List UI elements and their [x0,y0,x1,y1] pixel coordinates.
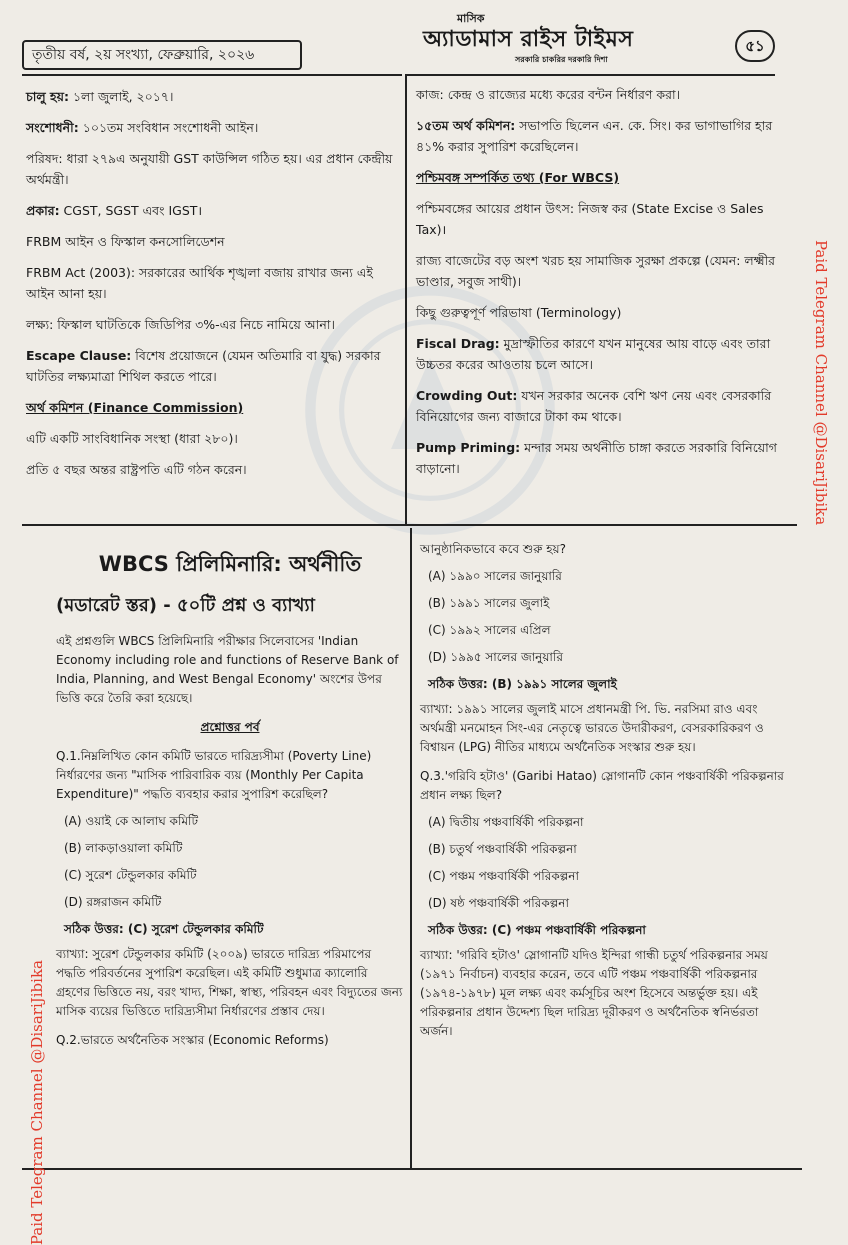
para: Fiscal Drag: মুদ্রাস্ফীতির কারণে যখন মানুষের আয় বাড়ে এবং তারা উচ্চতর করের আওতায় চলে আসে। [416,336,771,372]
q1-option-c: (C) সুরেশ টেন্ডুলকার কমিটি [64,868,197,882]
q3-option-d: (D) ষষ্ঠ পঞ্চবার্ষিকী পরিকল্পনা [428,896,569,910]
para: রাজ্য বাজেটের বড় অংশ খরচ হয় সামাজিক সুরক্ষা প্রকল্পে (যেমন: লক্ষ্মীর ভাণ্ডার, সবুজ সাথী)। [416,253,776,289]
q1-option-b: (B) লাকড়াওয়ালা কমিটি [64,841,183,855]
para: প্রকার: CGST, SGST এবং IGST। [26,203,203,218]
para: কিছু গুরুত্বপূর্ণ পরিভাষা (Terminology) [416,305,622,320]
intro: এই প্রশ্নগুলি WBCS প্রিলিমিনারি পরীক্ষার সিলেবাসের 'Indian Economy including role and functions of Reserve Bank of India, Planning, and West Bengal Economy' অংশের উপর ভিত্তি করে তৈরি করা হয়েছে। [56,634,399,705]
q3-option-a: (A) দ্বিতীয় পঞ্চবার্ষিকী পরিকল্পনা [428,815,584,829]
article-subtitle: (মডারেট স্তর) - ৫০টি প্রশ্ন ও ব্যাখ্যা [56,595,315,616]
question-1: Q.1.নিম্নলিখিত কোন কমিটি ভারতে দারিদ্র্যসীমা (Poverty Line) নির্ধারণের জন্য "মাসিক পারিবারিক ব্যয় (Monthly Per Capita Expenditure)" পদ্ধতি ব্যবহার করার সুপারিশ করেছিল? [56,749,372,801]
q1-explanation: ব্যাখ্যা: সুরেশ টেন্ডুলকার কমিটি (২০০৯) ভারতে দারিদ্র্য পরিমাপের পদ্ধতি পরিবর্তনের সুপারিশ করেছিল। এই কমিটি শুধুমাত্র ক্যালোরি গ্রহণের ভিত্তিতে নয়, বরং খাদ্য, শিক্ষা, স্বাস্থ্য, পরিবহন এবং বিদ্যুতের জন্য মাসিক ব্যয়ের ভিত্তিতে দারিদ্র্যসীমা নির্ধারণের প্রস্তাব দেয়। [56,947,403,1018]
q3-explanation: ব্যাখ্যা: 'গরিবি হটাও' স্লোগানটি যদিও ইন্দিরা গান্ধী চতুর্থ পরিকল্পনার সময় (১৯৭১ নির্বাচন) ব্যবহার করেন, তবে এটি পঞ্চম পঞ্চবার্ষিকী পরিকল্পনার (১৯৭৪-১৯৭৮) মূল লক্ষ্য এবং কর্মসূচির অংশ হিসেবে অন্তর্ভুক্ত হয়। এই পরিকল্পনার প্রধান উদ্দেশ্য ছিল দারিদ্র্য দূরীকরণ ও অর্থনৈতিক স্বনির্ভরতা অর্জন। [420,948,768,1038]
article-title: WBCS প্রিলিমিনারি: অর্থনীতি [98,552,362,576]
q1-answer: সঠিক উত্তর: (C) সুরেশ টেন্ডুলকার কমিটি [64,922,264,936]
footer-rule [22,1168,802,1170]
q2-explanation: ব্যাখ্যা: ১৯৯১ সালের জুলাই মাসে প্রধানমন্ত্রী পি. ভি. নরসিমা রাও এবং অর্থমন্ত্রী মনমোহন সিং-এর নেতৃত্বে ভারতে উদারীকরণ, বেসরকারিকরণ ও বিশ্বায়ন (LPG) নীতির মাধ্যমে অর্থনৈতিক সংস্কার শুরু হয়। [420,702,764,754]
para: ১৫তম অর্থ কমিশন: সভাপতি ছিলেন এন. কে. সিং। কর ভাগাভাগির হার ৪১% করার সুপারিশ করেছিলেন। [416,118,773,154]
para: Escape Clause: বিশেষ প্রয়োজনে (যেমন অতিমারি বা যুদ্ধ) সরকার ঘাটতির লক্ষ্যমাত্রা শিথিল করতে পারে। [26,348,381,384]
para: কাজ: কেন্দ্র ও রাজ্যের মধ্যে করের বন্টন নির্ধারণ করা। [416,87,681,102]
q2-option-c: (C) ১৯৯২ সালের এপ্রিল [428,623,551,637]
side-caption-left: Paid Telegram Channel @DisariJibika [28,960,46,1245]
para: পশ্চিমবঙ্গের আয়ের প্রধান উৎস: নিজস্ব কর (State Excise ও Sales Tax)। [416,201,764,237]
para: এটি একটি সাংবিধানিক সংস্থা (ধারা ২৮০)। [26,431,238,446]
q2-answer: সঠিক উত্তর: (B) ১৯৯১ সালের জুলাই [428,677,617,691]
masthead-tagline: সরকারি চাকরির দরকারি দিশা [515,55,608,64]
bottom-left-column [56,548,404,1060]
q1-option-a: (A) ওয়াই কে আলাঘ কমিটি [64,814,199,828]
top-right-column [416,84,790,489]
section-divider [22,524,797,526]
para: চালু হয়: ১লা জুলাই, ২০১৭। [26,89,174,104]
top-left-column [26,86,398,490]
q3-option-b: (B) চতুর্থ পঞ্চবার্ষিকী পরিকল্পনা [428,842,577,856]
header-rule-right [405,74,775,76]
question-2-start: Q.2.ভারতে অর্থনৈতিক সংস্কার (Economic Reforms) [56,1033,329,1047]
q1-option-d: (D) রঙ্গরাজন কমিটি [64,895,162,909]
subheading: অর্থ কমিশন (Finance Commission) [26,400,244,415]
q3-option-c: (C) পঞ্চম পঞ্চবার্ষিকী পরিকল্পনা [428,869,579,883]
side-caption-right: Paid Telegram Channel @DisariJibika [812,240,830,526]
issue-info: তৃতীয় বর্ষ, ২য় সংখ্যা, ফেব্রুয়ারি, ২০২৬ [22,40,302,70]
q3-answer: সঠিক উত্তর: (C) পঞ্চম পঞ্চবার্ষিকী পরিকল্পনা [428,923,646,937]
masthead-title: অ্যাডামাস রাইস টাইমস [423,27,634,52]
top-column-divider [405,74,407,524]
q2-option-b: (B) ১৯৯১ সালের জুলাই [428,596,550,610]
para: FRBM Act (2003): সরকারের আর্থিক শৃঙ্খলা বজায় রাখার জন্য এই আইন আনা হয়। [26,265,373,301]
para: পরিষদ: ধারা ২৭৯এ অনুযায়ী GST কাউন্সিল গঠিত হয়। এর প্রধান কেন্দ্রীয় অর্থমন্ত্রী। [26,151,393,187]
q2-option-d: (D) ১৯৯৫ সালের জানুয়ারি [428,650,563,664]
masthead [405,10,740,72]
question-3: Q.3.'গরিবি হটাও' (Garibi Hatao) স্লোগানটি কোন পঞ্চবার্ষিকী পরিকল্পনার প্রধান লক্ষ্য ছিল? [420,769,784,802]
masthead-small: মাসিক [457,12,485,25]
subheading: পশ্চিমবঙ্গ সম্পর্কিত তথ্য (For WBCS) [416,170,620,185]
bottom-right-column [420,540,792,1051]
para: লক্ষ্য: ফিস্কাল ঘাটতিকে জিডিপির ৩%-এর নিচে নামিয়ে আনা। [26,317,335,332]
para: প্রতি ৫ বছর অন্তর রাষ্ট্রপতি এটি গঠন করেন। [26,462,247,477]
para: Pump Priming: মন্দার সময় অর্থনীতি চাঙ্গা করতে সরকারি বিনিয়োগ বাড়ানো। [416,440,777,476]
header-rule-left [22,74,402,76]
page-number: ৫১ [735,30,775,62]
question-2-cont: আনুষ্ঠানিকভাবে কবে শুরু হয়? [420,542,566,556]
para: Crowding Out: যখন সরকার অনেক বেশি ঋণ নেয় এবং বেসরকারি বিনিয়োগের জন্য বাজারে টাকা কম থাকে। [416,388,772,424]
bottom-column-divider [410,528,412,1168]
para: সংশোধনী: ১০১তম সংবিধান সংশোধনী আইন। [26,120,259,135]
para: FRBM আইন ও ফিস্কাল কনসোলিডেশন [26,234,225,249]
q2-option-a: (A) ১৯৯০ সালের জানুয়ারি [428,569,562,583]
section-heading: প্রশ্নোত্তর পর্ব [200,720,260,734]
